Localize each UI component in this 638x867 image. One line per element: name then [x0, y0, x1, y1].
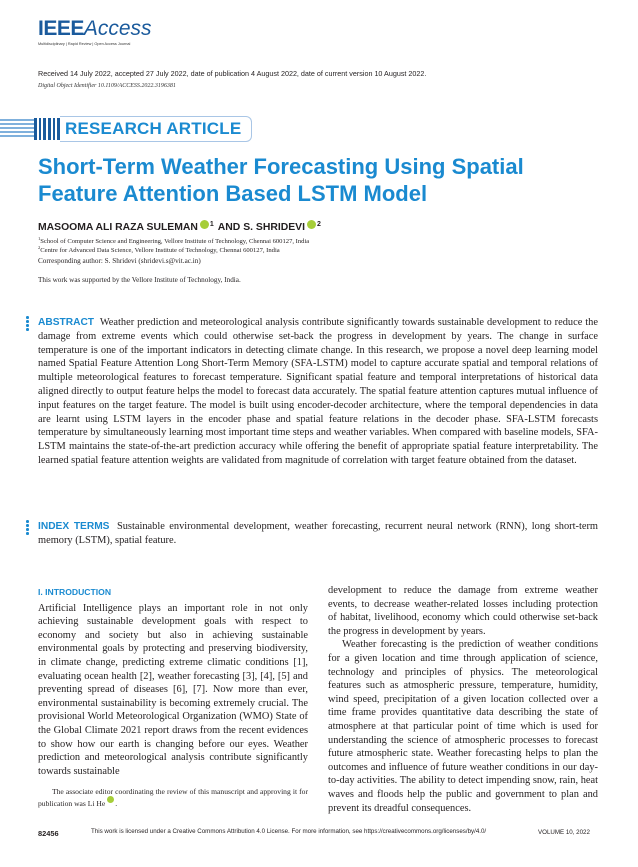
affiliation-2: [38, 245, 280, 254]
index-terms-text: Sustainable environmental development, weather forecasting, recurrent neural network (RNN), long short-term memory (LSTM), spatial feature.: [38, 521, 598, 546]
journal-name-ieee: IEEE: [38, 17, 84, 40]
corresponding-author: Corresponding author: S. Shridevi (shridevi.s@vit.ac.in): [38, 257, 201, 265]
abstract-marker: [26, 316, 30, 332]
orcid-icon[interactable]: [200, 220, 209, 229]
banner-box: [60, 116, 252, 142]
footnote: [38, 786, 308, 810]
abstract-label: ABSTRACT: [38, 317, 95, 328]
banner-stripes: [0, 119, 34, 139]
publication-dates: Received 14 July 2022, accepted 27 July 2022, date of publication 4 August 2022, date of current version 10 August 2022.: [38, 69, 427, 78]
doi: Digital Object Identifier 10.1109/ACCESS.2022.3196381: [38, 83, 176, 89]
affiliation-1-num: 1: [38, 236, 41, 241]
journal-name: [38, 18, 152, 39]
footnote-end: .: [115, 799, 118, 808]
abstract-text: Weather prediction and meteorological analysis contribute significantly towards sustainable development to reduce the damage from extreme events which could otherwise set-back the progress in development by years. The change in surface temperature is one of the important indicators in detecting climate change. In this research, we propose a novel deep learning model named Spatial Feature Attention Long Short-Term Memory (SFA-LSTM) model to capture accurate spatial and temporal relations of multiple meteorological features to forecast temperature. Significant spatial feature and temporal interpretations of historical data aligned directly to output feature helps the model to forecast data accurately. The spatial feature attention captures mutual influence of input features on the target feature. The model is built using encoder-decoder architecture, where the temporal dependencies in data are learnt using LSTM layers in the encoder phase and spatial feature relations in the decoder phase. SFA-LSTM forecasts temperature by simultaneously learning most important time steps and weather variables. When compared with baseline models, SFA-LSTM maintains the state-of-the-art prediction accuracy while offering the benefit of appropriate spatial feature interpretability. The learned spatial feature attention weights are validated from magnitude of correlation with target feature obtained from the dataset.: [38, 317, 598, 466]
banner-bars: [34, 118, 60, 140]
affiliation-1-text: School of Computer Science and Engineering, Vellore Institute of Technology, Chennai 600127, India: [40, 238, 310, 246]
author-1: MASOOMA ALI RAZA SULEMAN: [38, 222, 198, 233]
abstract: [38, 316, 598, 468]
left-column: [38, 586, 308, 778]
orcid-icon[interactable]: [307, 220, 316, 229]
intro-paragraph-2: development to reduce the damage from extreme weather events, to decrease weather-related losses including protection of habitat, livelihood, economy which could otherwise set-back the progress in development by years.: [328, 585, 598, 637]
journal-name-access: Access: [83, 17, 152, 40]
affiliation-2-text: Centre for Advanced Data Science, Vellore Institute of Technology, Chennai 600127, India: [40, 247, 280, 255]
intro-paragraph-3: Weather forecasting is the prediction of weather conditions for a given location and time through application of science, technology and principles of physics. The meteorological features such as atmospheric pressure, temperature, humidity, wind speed, precipitation of a given location collected over a time frame provides quantitative data describing the state of atmosphere at that particular point of time which is used for understanding the science of atmospheric processes to forecast future atmospheric state. Weather forecasting helps to plan the outcomes and influence of future weather conditions in our day-to-day activities. The ability to detect impending snow, rain, heat waves and floods help the public and government to plan and prevent its dreadful consequences.: [328, 639, 598, 814]
author-2-sup: 2: [316, 221, 321, 228]
article-type: RESEARCH ARTICLE: [65, 119, 242, 138]
author-2: AND S. SHRIDEVI: [217, 222, 305, 233]
index-terms-label: INDEX TERMS: [38, 521, 110, 532]
article-type-banner: [0, 116, 242, 146]
volume-info: VOLUME 10, 2022: [538, 829, 590, 836]
index-terms: [38, 520, 598, 548]
index-terms-marker: [26, 520, 30, 536]
orcid-icon[interactable]: [107, 796, 114, 803]
journal-logo: [38, 18, 152, 46]
page-number: 82456: [38, 829, 59, 838]
intro-paragraph-1: Artificial Intelligence plays an important role in not only achieving sustainable development goals with respect to economy and society but also in achieving sustainable environmental goals by protecting and preserving biodiversity, in climate change, predicting extreme climatic conditions [1], evaluating ocean health [2], weather forecasting [3], [4], [5] and preventing spread of diseases [6], [7]. Now more than ever, environmental sustainability is becoming extremely crucial. The provisional World Meteorological Organization (WMO) State of the Global Climate 2021 report draws from the recent evidences to show how our earth is changing before our eyes. Weather prediction and meteorological analysis contribute significantly towards sustainable: [38, 602, 308, 777]
journal-tagline: Multidisciplinary | Rapid Review | Open Access Journal: [38, 42, 131, 46]
author-1-sup: 1: [209, 221, 214, 228]
affiliation-1: [38, 236, 309, 245]
right-column: [328, 584, 598, 815]
section-heading: I. INTRODUCTION: [38, 587, 112, 597]
funding-note: This work was supported by the Vellore Institute of Technology, India.: [38, 276, 241, 284]
license-note[interactable]: This work is licensed under a Creative Commons Attribution 4.0 License. For more information, see https://creativecommons.org/licenses/by/4.0/: [91, 828, 487, 835]
paper-title: Short-Term Weather Forecasting Using Spatial Feature Attention Based LSTM Model: [38, 154, 524, 206]
author-line: [38, 222, 325, 233]
footnote-text: The associate editor coordinating the review of this manuscript and approving it for publication was Li He: [38, 787, 308, 808]
affiliation-2-num: 2: [38, 245, 41, 250]
